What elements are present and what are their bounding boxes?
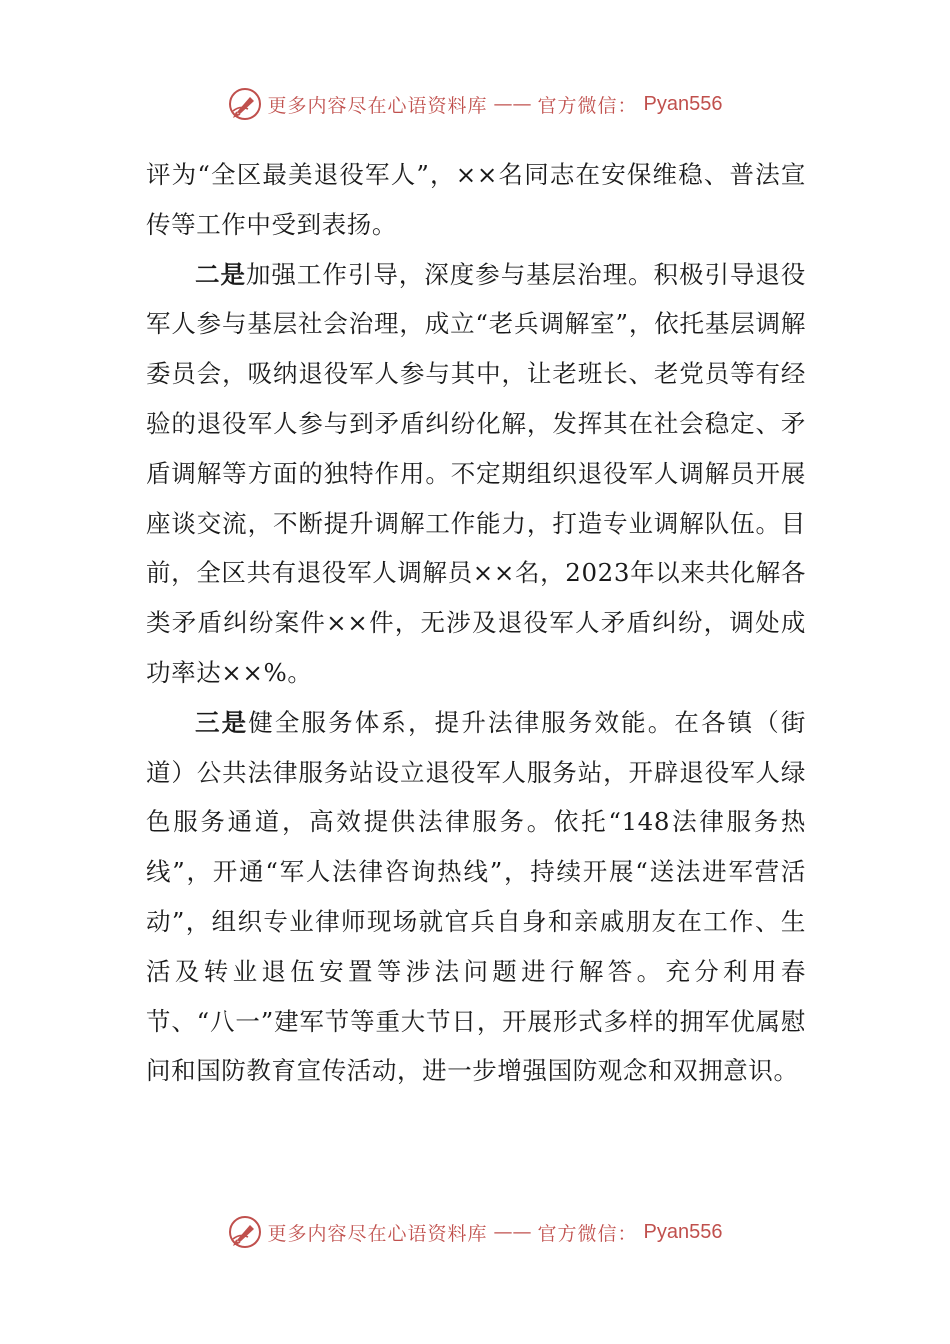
banner-text: 更多内容尽在心语资料库 [267,1222,488,1245]
banner-dash: —— [493,93,532,115]
banner-wechat-id: Pyan556 [643,92,723,115]
pen-nib-logo-icon [228,1215,262,1249]
paragraph-text: 加强工作引导，深度参与基层治理。积极引导退役军人参与基层社会治理，成立“老兵调解室”，依托基层调解委员会，吸纳退役军人参与其中，让老班长、老党员等有经验的退役军人参与到矛盾纠纷化解，发挥其在社会稳定、矛盾调解等方面的独特作用。不定期组织退役军人调解员开展座谈交流，不断提升调解工作能力，打造专业调解队伍。目前，全区共有退役军人调解员××名，2023年以来共化解各类矛盾纠纷案件××件，无涉及退役军人矛盾纠纷，调处成功率达××%。 [146,259,806,687]
footer-banner [0,1212,950,1252]
paragraph-text: 健全服务体系，提升法律服务效能。在各镇（街道）公共法律服务站设立退役军人服务站，开辟退役军人绿色服务通道，高效提供法律服务。依托“148法律服务热线”，开通“军人法律咨询热线”，持续开展“送法进军营活动”，组织专业律师现场就官兵自身和亲戚朋友在工作、生活及转业退伍安置等涉法问题进行解答。充分利用春节、“八一”建军节等重大节日，开展形式多样的拥军优属慰问和国防教育宣传活动，进一步增强国防观念和双拥意识。 [146,707,806,1086]
paragraph-continuation [146,150,806,250]
banner-wechat-label: 官方微信： [537,94,638,117]
banner-text: 更多内容尽在心语资料库 [267,94,488,117]
paragraph-lead: 三是 [195,707,249,737]
header-banner [0,84,950,124]
banner-wechat-id: Pyan556 [643,1220,723,1243]
document-body [146,150,806,1096]
pen-nib-logo-icon [228,87,262,121]
banner-dash: —— [493,1221,532,1243]
paragraph-second-point [146,250,806,698]
paragraph-text: 评为“全区最美退役军人”，××名同志在安保维稳、普法宣传等工作中受到表扬。 [146,160,806,239]
paragraph-third-point [146,698,806,1096]
paragraph-lead: 二是 [195,259,246,289]
banner-wechat-label: 官方微信： [537,1222,638,1245]
